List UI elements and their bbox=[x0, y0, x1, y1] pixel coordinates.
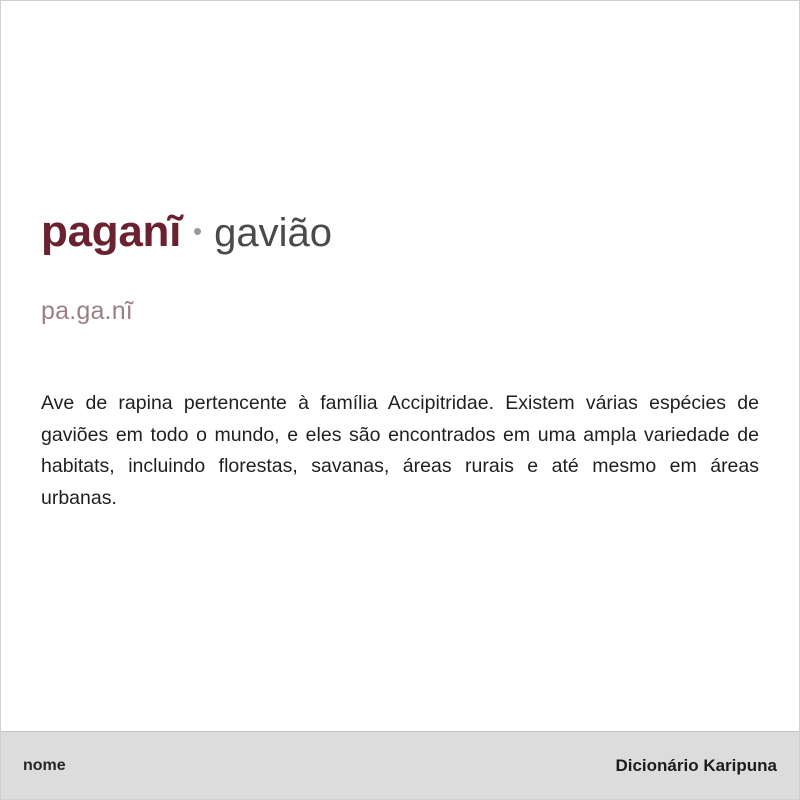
bullet-separator-icon: • bbox=[193, 216, 203, 246]
dictionary-source-label: Dicionário Karipuna bbox=[615, 755, 777, 775]
footer-bar bbox=[1, 731, 799, 799]
translation: gavião bbox=[214, 211, 332, 255]
definition-text: Ave de rapina pertencente à família Accipitridae. Existem várias espécies de gaviões em todo o mundo, e eles são encontrados em uma ampla variedade de habitats, incluindo florestas, savanas, áreas rurais e até mesmo em áreas urbanas. bbox=[41, 392, 759, 509]
part-of-speech-label: nome bbox=[23, 756, 66, 774]
headword: paganĩ bbox=[41, 207, 181, 256]
headword-line bbox=[41, 209, 759, 255]
entry-content bbox=[1, 1, 799, 731]
syllabification: pa.ga.nĩ bbox=[41, 297, 133, 326]
